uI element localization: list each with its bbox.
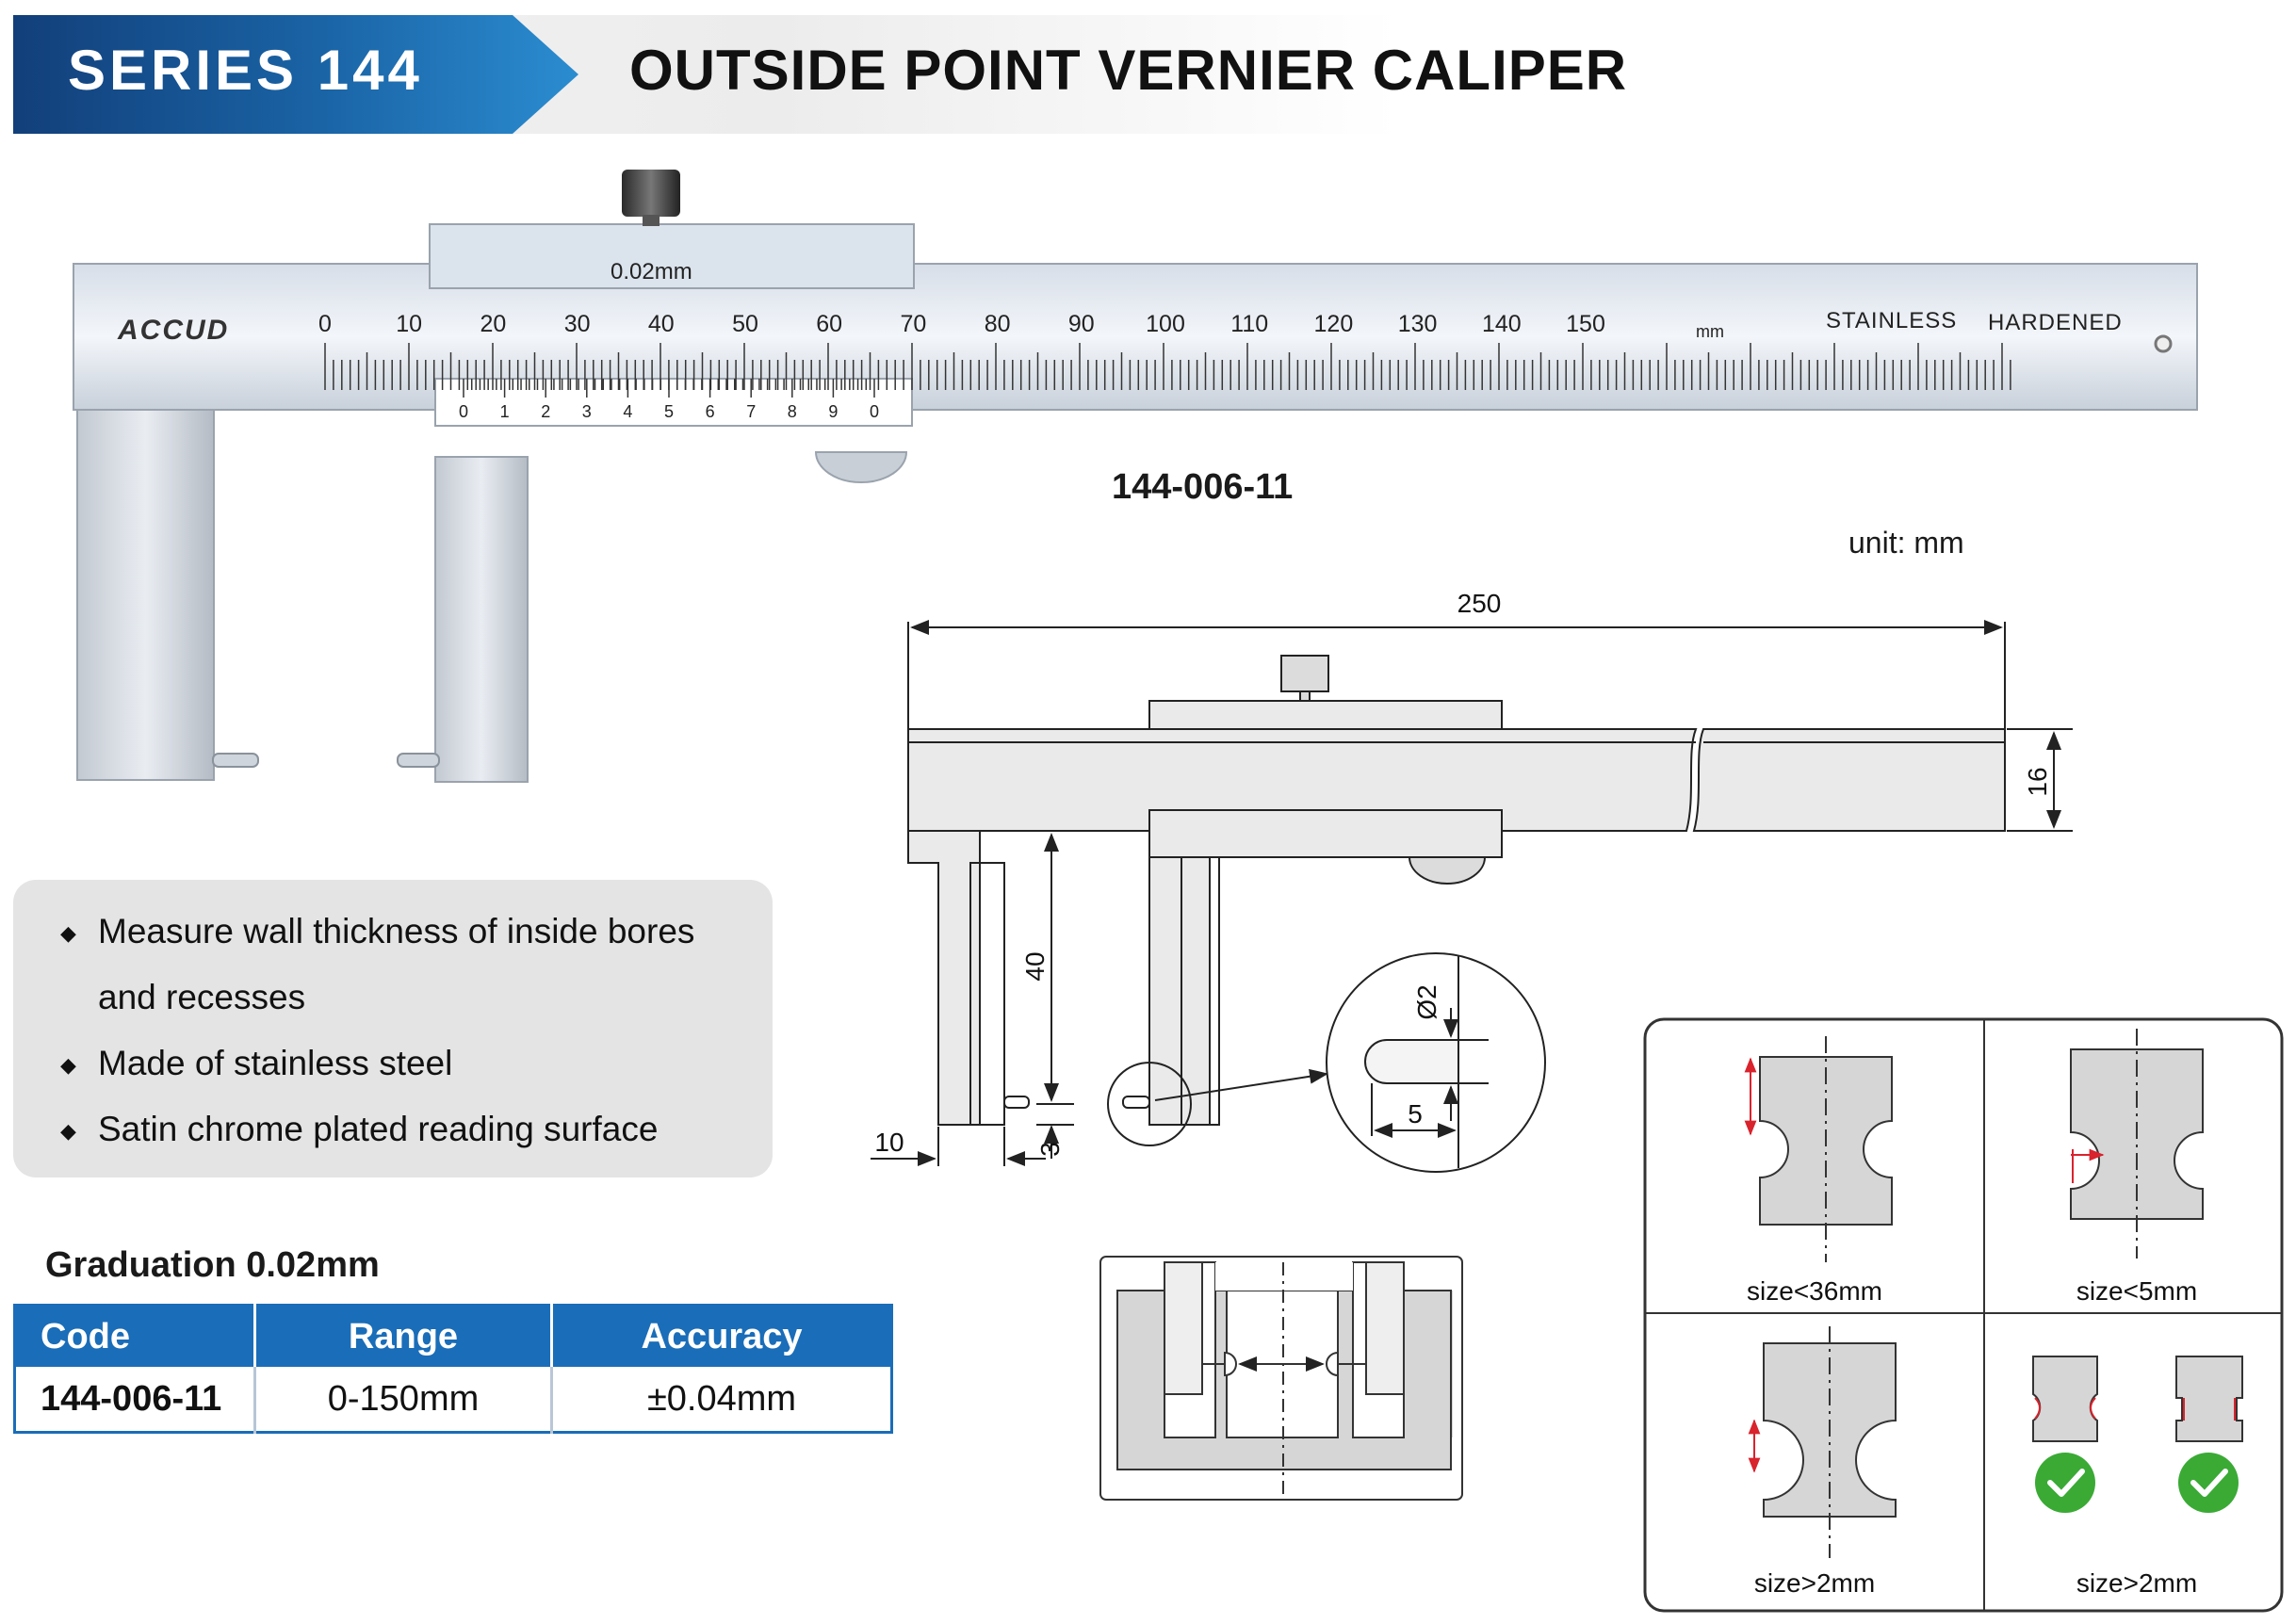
column-header-code: Code	[15, 1306, 255, 1368]
graduation-label: Graduation 0.02mm	[45, 1245, 380, 1285]
check-icon	[2178, 1453, 2239, 1513]
main-scale-number: 90	[1067, 311, 1095, 337]
vernier-number: 2	[541, 402, 551, 421]
main-scale-number: 40	[647, 311, 675, 337]
dim-jaw-width: 10	[874, 1128, 904, 1157]
vernier-number: 5	[663, 402, 675, 421]
size-label-4: size>2mm	[2076, 1568, 2198, 1598]
vernier-number: 0	[458, 402, 469, 421]
size-label-3: size>2mm	[1753, 1568, 1876, 1598]
main-scale-number: 120	[1313, 311, 1354, 337]
check-icon	[2035, 1453, 2095, 1513]
main-scale-number: 130	[1397, 311, 1438, 337]
cell-code: 144-006-11	[15, 1367, 255, 1433]
series-label: SERIES 144	[68, 39, 423, 102]
table-header-row	[15, 1306, 892, 1368]
main-scale-number: 50	[732, 311, 758, 337]
main-scale-number: 20	[480, 311, 507, 337]
vernier-number: 4	[623, 402, 633, 421]
vernier-number: 7	[746, 402, 757, 421]
main-scale-number: 30	[563, 311, 591, 337]
dim-total-length: 250	[1457, 589, 1502, 618]
column-header-accuracy: Accuracy	[552, 1306, 892, 1368]
vernier-number: 0	[869, 402, 880, 421]
main-scale-number: 10	[396, 311, 423, 337]
vernier-number: 6	[705, 402, 715, 421]
main-scale-number: 150	[1566, 311, 1605, 337]
main-scale-number: 100	[1146, 311, 1185, 337]
main-scale-number: 80	[984, 311, 1011, 337]
unit-label: unit: mm	[1848, 526, 1964, 560]
dim-beam-height: 16	[2023, 767, 2052, 797]
main-scale-number: 140	[1481, 311, 1522, 337]
cell-accuracy: ±0.04mm	[646, 1378, 797, 1419]
main-scale-number: 60	[816, 311, 843, 337]
main-scale-number: 110	[1230, 311, 1269, 337]
main-scale-number: 70	[900, 311, 927, 337]
vernier-number: 8	[787, 402, 797, 421]
product-title: OUTSIDE POINT VERNIER CALIPER	[629, 39, 1628, 102]
model-number: 144-006-11	[1112, 467, 1294, 507]
main-scale-number: 0	[318, 311, 332, 337]
graduation-marking: 0.02mm	[611, 259, 692, 284]
vernier-number: 9	[828, 402, 839, 421]
bullet-diamond-icon: ◆	[60, 1053, 76, 1077]
column-header-range: Range	[255, 1306, 552, 1368]
dim-tip-diameter: Ø2	[1412, 984, 1441, 1020]
spec-table	[13, 1304, 893, 1434]
brand-logo: ACCUD	[118, 315, 230, 346]
vernier-number: 3	[581, 402, 592, 421]
dim-jaw-depth: 40	[1020, 951, 1050, 982]
bullet-diamond-icon: ◆	[60, 1119, 76, 1143]
hardened-marking: HARDENED	[1988, 310, 2123, 335]
size-label-1: size<36mm	[1747, 1276, 1882, 1306]
size-label-2: size<5mm	[2076, 1276, 2198, 1306]
table-row	[15, 1367, 892, 1433]
unit-marking: mm	[1696, 322, 1724, 341]
dim-tip-offset: 3	[1035, 1142, 1065, 1157]
cell-range: 0-150mm	[255, 1367, 552, 1433]
vernier-number: 1	[499, 402, 510, 421]
stainless-marking: STAINLESS	[1826, 308, 1958, 333]
features-box: ◆ Measure wall thickness of inside bores and recesses ◆ Made of stainless steel ◆ Satin chrome plated reading surface	[13, 880, 773, 1177]
bullet-diamond-icon: ◆	[60, 921, 76, 945]
bore-application-diagram	[1100, 1257, 1462, 1500]
size-panels	[1645, 1019, 2282, 1611]
dim-tip-length: 5	[1408, 1099, 1423, 1129]
